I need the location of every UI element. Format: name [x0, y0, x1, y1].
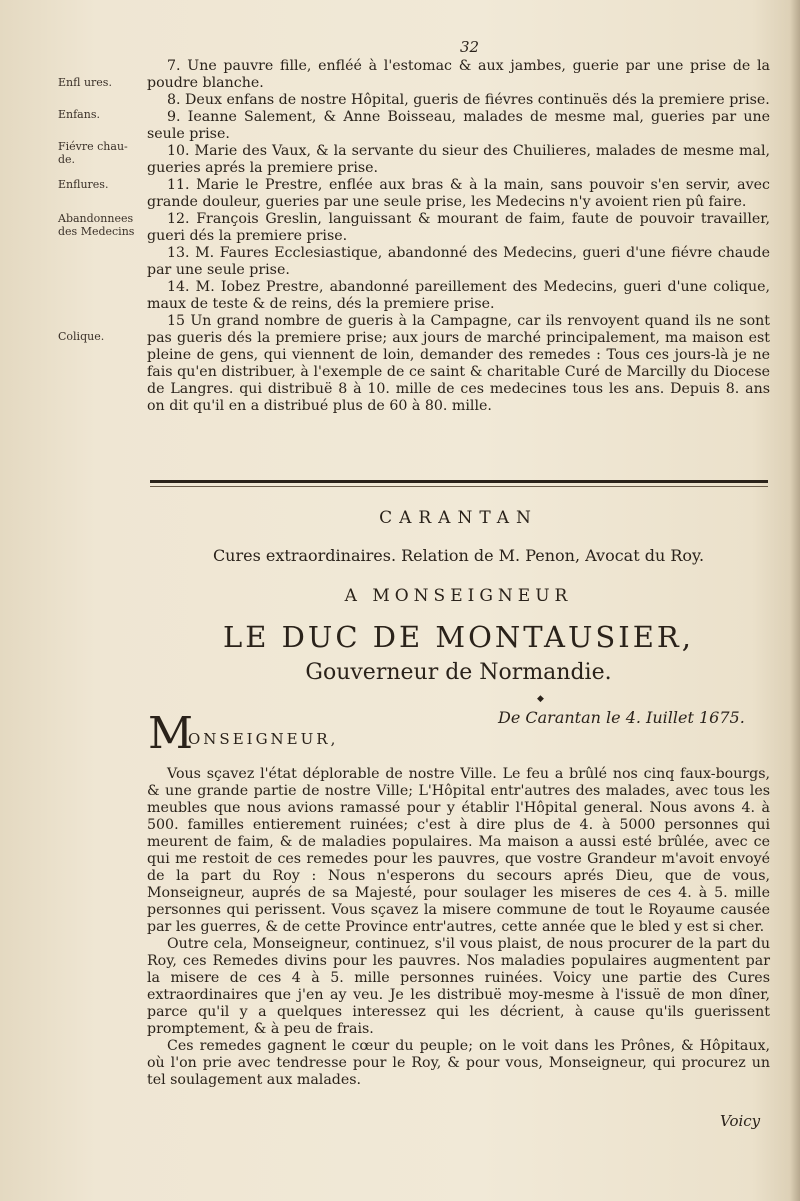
salutation: ONSEIGNEUR, — [188, 730, 339, 748]
cure-item-14: 14. M. Iobez Prestre, abandonné pareillement des Medecins, gueri d'une colique, maux de teste & de reins, dés la premiere prise. — [147, 279, 770, 312]
cure-item-12: 12. François Greslin, languissant & mourant de faim, faute de pouvoir travailler, gueri dés la premiere prise. — [147, 211, 770, 244]
catchword: Voicy — [720, 1112, 761, 1130]
cure-item-15: 15 Un grand nombre de gueris à la Campagne, car ils renvoyent quand ils ne sont pas gueris dés la premiere prise; aux jours de marché principalement, ma maison est pleine de gens, qui viennent de loin, demander des remedes : Tous ces jours-là je ne fais qu'en distribuer, à l'exemple de ce saint & charitable Curé de Marcilly du Diocese de Langres. qui distribuë 8 à 10. mille de ces medecines tous les ans. Depuis 8. ans on dit qu'il en a distribué plus de 60 à 80. mille. — [147, 313, 770, 414]
page-spine-shadow — [790, 0, 800, 1201]
section-divider — [150, 480, 768, 483]
margin-note-abandonnees: Abandonnees des Medecins — [58, 212, 135, 238]
letter-body — [147, 766, 770, 1089]
section-divider-thin — [150, 486, 768, 487]
ornament-dot-icon: ◆ — [537, 694, 544, 704]
letter-paragraph-3: Ces remedes gagnent le cœur du peuple; on le voit dans les Prônes, & Hôpitaux, où l'on prie avec tendresse pour le Roy, & pour vous, Monseigneur, qui procurez un tel soulagement aux malades. — [147, 1038, 770, 1088]
governor-heading: Gouverneur de Normandie. — [305, 660, 612, 685]
margin-note-enflures-2: Enflures. — [58, 178, 109, 191]
salutation-initial: M — [148, 708, 194, 759]
duke-heading: LE DUC DE MONTAUSIER, — [223, 620, 694, 654]
cure-item-13: 13. M. Faures Ecclesiastique, abandonné des Medecins, gueri d'une fiévre chaude par une seule prise. — [147, 245, 770, 278]
letter-paragraph-1: Vous sçavez l'état déplorable de nostre Ville. Le feu a brûlé nos cinq faux-bourgs, & une grande partie de nostre Ville; L'Hôpital entr'autres des malades, avec tous les meubles que nous avions ramassé pour y établir l'Hôpital general. Nous avons 4. à 500. familles entierement ruinées; c'est à dire plus de 4. à 5000 personnes qui meurent de faim, & de maladies populaires. Ma maison a aussi esté brûlée, avec ce qui me restoit de ces remedes pour les pauvres, que vostre Grandeur m'avoit envoyé de la part du Roy : Nous n'esperons du secours aprés Dieu, que de vous, Monseigneur, auprés de sa Majesté, pour soulager les miseres de ces 4. à 5. mille personnes qui perissent. Vous sçavez la misere commune de tout le Royaume causée par les guerres, & de cette Province entr'autres, cette année que le bled y est si cher. — [147, 766, 770, 935]
dedication-heading: A MONSEIGNEUR — [344, 586, 573, 606]
page-number: 32 — [460, 38, 480, 56]
relation-heading: Cures extraordinaires. Relation de M. Penon, Avocat du Roy. — [212, 546, 705, 565]
cures-list — [147, 58, 770, 415]
margin-note-enflures: Enfl ures. — [58, 76, 112, 89]
cure-item-10: 10. Marie des Vaux, & la servante du sieur des Chuilieres, malades de mesme mal, gueries aprés la premiere prise. — [147, 143, 770, 176]
letter-dateline: De Carantan le 4. Iuillet 1675. — [498, 708, 745, 727]
letter-paragraph-2: Outre cela, Monseigneur, continuez, s'il vous plaist, de nous procurer de la part du Roy, ces Remedes divins pour les pauvres. Nos maladies populaires augmentent par la misere de ces 4 à 5. mille personnes ruinées. Voicy une partie des Cures extraordinaires que j'en ay veu. Je les distribuë moy-mesme à l'issuë de mon dîner, parce qu'il y a quelques interessez qui les décrient, à cause qu'ils guerissent promptement, & à peu de frais. — [147, 936, 770, 1037]
margin-note-enfans: Enfans. — [58, 108, 100, 121]
cure-item-9: 9. Ieanne Salement, & Anne Boisseau, malades de mesme mal, gueries par une seule prise. — [147, 109, 770, 142]
cure-item-8: 8. Deux enfans de nostre Hôpital, gueris de fiévres continuës dés la premiere prise. — [167, 92, 770, 108]
margin-note-colique: Colique. — [58, 330, 105, 343]
margin-note-fievre-chaude: Fiévre chau- de. — [58, 140, 128, 166]
place-heading: CARANTAN — [379, 508, 538, 528]
cure-item-7: 7. Une pauvre fille, enfléé à l'estomac & aux jambes, guerie par une prise de la poudre blanche. — [147, 58, 770, 91]
cure-item-11: 11. Marie le Prestre, enflée aux bras & à la main, sans pouvoir s'en servir, avec grande douleur, gueries par une seule prise, les Medecins n'y avoient rien pû faire. — [147, 177, 770, 210]
